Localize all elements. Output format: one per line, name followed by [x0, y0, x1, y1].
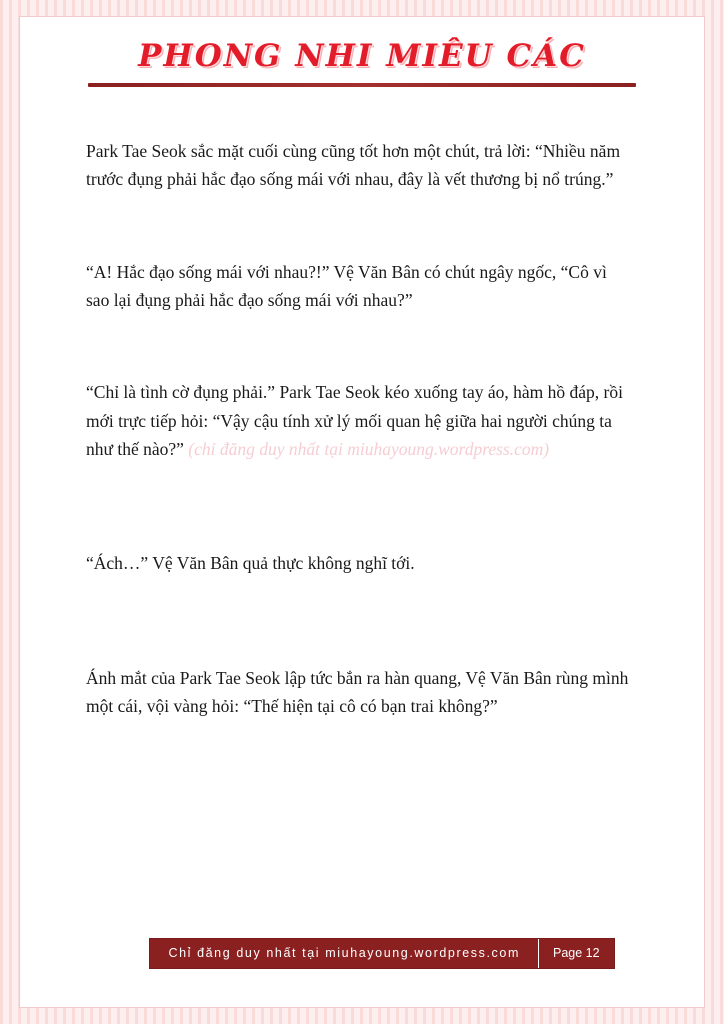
page-number: Page 12: [552, 946, 600, 960]
paragraph-3: [86, 378, 634, 463]
footer-site-text: Chỉ đăng duy nhất tại miuhayoung.wordpress.com: [168, 946, 520, 960]
header-divider: [88, 83, 636, 87]
paragraph-2: “A! Hắc đạo sống mái với nhau?!” Vệ Văn Bân có chút ngây ngốc, “Cô vì sao lại đụng phải hắc đạo sống mái với nhau?”: [86, 261, 607, 311]
paragraph-3-text: “Chỉ là tình cờ đụng phải.” Park Tae Seok kéo xuống tay áo, hàm hồ đáp, rồi mới trực tiếp hỏi: “Vậy cậu tính xử lý mối quan hệ giữa hai người chúng ta như thế nào?”: [86, 382, 623, 460]
paragraph-5: Ánh mắt của Park Tae Seok lập tức bắn ra hàn quang, Vệ Văn Bân rùng mình một cái, vội vàng hỏi: “Thế hiện tại cô có bạn trai không?”: [86, 667, 629, 717]
footer-bar: [149, 938, 614, 969]
document-body: [86, 137, 634, 720]
page-title: PHONG NHI MIÊU CÁC: [138, 38, 586, 74]
paragraph-4: “Ách…” Vệ Văn Bân quả thực không nghĩ tới.: [86, 553, 415, 574]
paragraph-1: Park Tae Seok sắc mặt cuối cùng cũng tốt hơn một chút, trả lời: “Nhiều năm trước đụng phải hắc đạo sống mái với nhau, đây là vết thương bị nổ trúng.”: [86, 141, 621, 190]
document-footer: [39, 938, 724, 969]
document-header: [20, 17, 704, 87]
document-sheet: [19, 16, 705, 1008]
inline-watermark: (chỉ đăng duy nhất tại miuhayoung.wordpress.com): [188, 439, 550, 460]
